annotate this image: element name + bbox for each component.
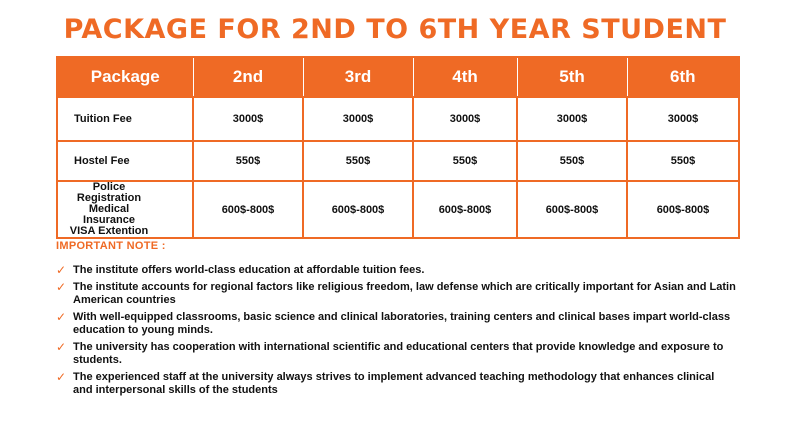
important-note-heading: IMPORTANT NOTE : bbox=[56, 240, 166, 252]
check-icon: ✓ bbox=[56, 340, 67, 354]
header-package: Package bbox=[57, 57, 193, 97]
cell-registration-4: 600$-800$ bbox=[413, 181, 517, 238]
note-text: The university has cooperation with international scientific and educational centers that provide knowledge and exposure to students. bbox=[73, 341, 724, 366]
fee-table bbox=[56, 56, 740, 239]
table-header-row bbox=[57, 57, 739, 97]
check-icon: ✓ bbox=[56, 370, 67, 384]
list-item bbox=[56, 281, 736, 307]
row-label-tuition: Tuition Fee bbox=[57, 97, 193, 141]
cell-registration-2: 600$-800$ bbox=[193, 181, 303, 238]
table-row-tuition bbox=[57, 97, 739, 141]
cell-hostel-6: 550$ bbox=[627, 141, 739, 181]
cell-tuition-5: 3000$ bbox=[517, 97, 627, 141]
row-label-hostel: Hostel Fee bbox=[57, 141, 193, 181]
table-row-hostel bbox=[57, 141, 739, 181]
row-label-registration bbox=[57, 181, 193, 238]
header-year-6: 6th bbox=[627, 57, 739, 97]
check-icon: ✓ bbox=[56, 310, 67, 324]
list-item bbox=[56, 264, 736, 277]
cell-tuition-6: 3000$ bbox=[627, 97, 739, 141]
header-year-4: 4th bbox=[413, 57, 517, 97]
check-icon: ✓ bbox=[56, 263, 67, 277]
header-year-3: 3rd bbox=[303, 57, 413, 97]
cell-hostel-4: 550$ bbox=[413, 141, 517, 181]
row-label-line-visa: VISA Extention bbox=[69, 225, 149, 237]
page-title: PACKAGE FOR 2ND TO 6TH YEAR STUDENT bbox=[63, 14, 727, 45]
table-row-registration bbox=[57, 181, 739, 238]
header-year-2: 2nd bbox=[193, 57, 303, 97]
row-label-line-police: Police Registration bbox=[76, 181, 142, 204]
cell-tuition-3: 3000$ bbox=[303, 97, 413, 141]
header-year-5: 5th bbox=[517, 57, 627, 97]
check-icon: ✓ bbox=[56, 280, 67, 294]
note-text: The experienced staff at the university always strives to implement advanced teaching methodology that enhances clinical and interpersonal skills of the students bbox=[73, 371, 715, 396]
cell-tuition-4: 3000$ bbox=[413, 97, 517, 141]
row-label-line-insurance: Medical Insurance bbox=[83, 203, 135, 226]
list-item bbox=[56, 341, 736, 367]
cell-hostel-3: 550$ bbox=[303, 141, 413, 181]
cell-hostel-5: 550$ bbox=[517, 141, 627, 181]
important-note-list bbox=[56, 264, 736, 401]
cell-registration-5: 600$-800$ bbox=[517, 181, 627, 238]
list-item bbox=[56, 311, 736, 337]
note-text: With well-equipped classrooms, basic science and clinical laboratories, training centers and clinical bases impart world-class education to young minds. bbox=[73, 311, 731, 336]
cell-hostel-2: 550$ bbox=[193, 141, 303, 181]
list-item bbox=[56, 371, 736, 397]
note-text: The institute offers world-class education at affordable tuition fees. bbox=[73, 264, 425, 276]
note-text: The institute accounts for regional factors like religious freedom, law defense which are critically important for Asian and Latin American countries bbox=[73, 281, 736, 306]
cell-tuition-2: 3000$ bbox=[193, 97, 303, 141]
cell-registration-3: 600$-800$ bbox=[303, 181, 413, 238]
cell-registration-6: 600$-800$ bbox=[627, 181, 739, 238]
